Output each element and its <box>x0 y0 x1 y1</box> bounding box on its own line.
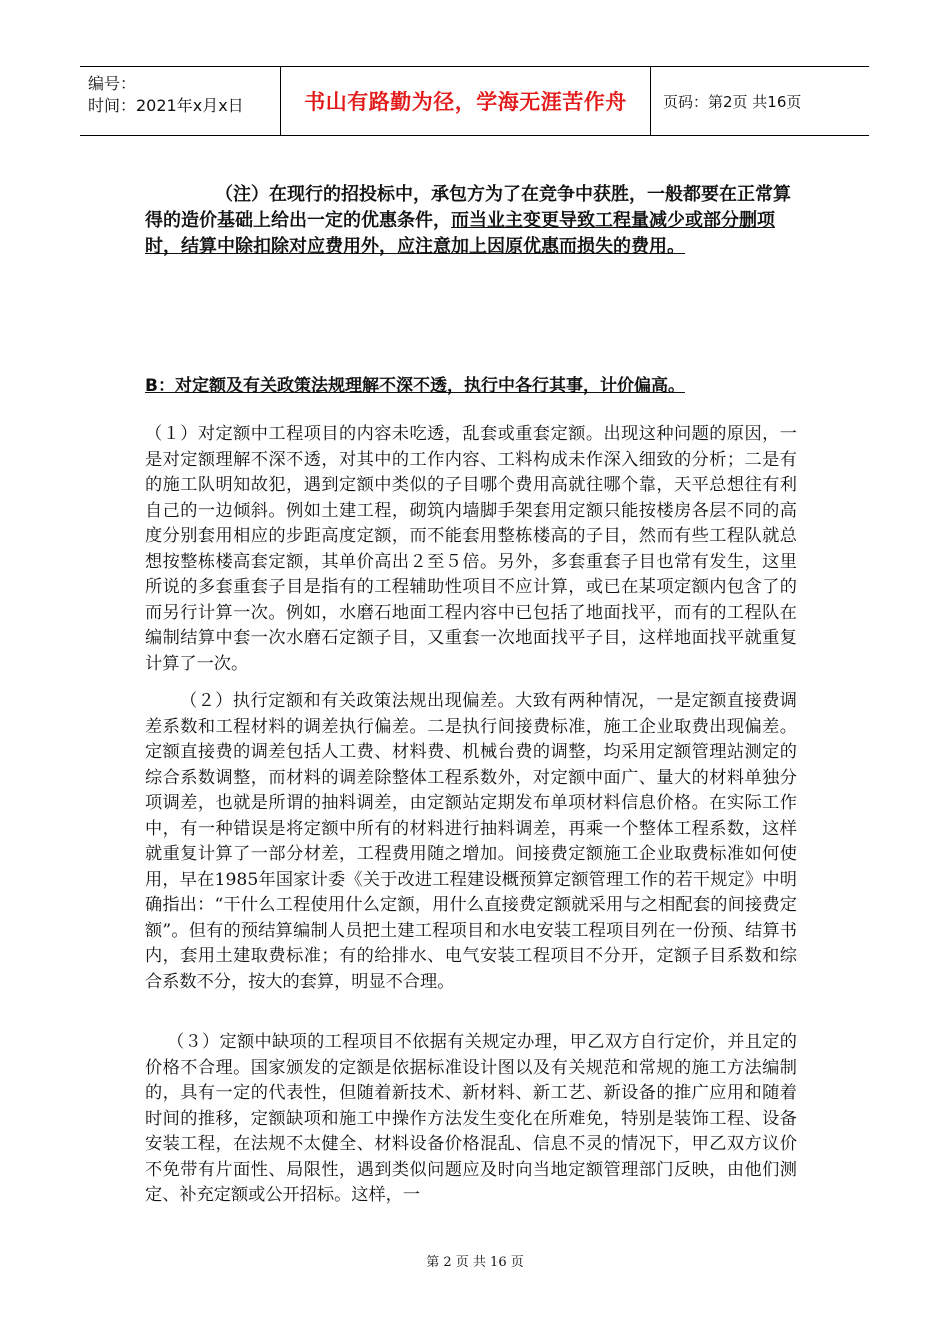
paragraph-1: （１）对定额中工程项目的内容未吃透，乱套或重套定额。出现这种问题的原因，一是对定额理解不深不透，对其中的工作内容、工料构成未作深入细致的分析；二是有的施工队明知故犯，遇到定额中类似的子目哪个费用高就往哪个靠，天平总想往有利自己的一边倾斜。例如土建工程，砌筑内墙脚手架套用定额只能按楼房各层不同的高度分别套用相应的步距高度定额，而不能套用整栋楼高的子目，然而有些工程队就总想按整栋楼高套定额，其单价高出２至５倍。另外，多套重套子目也常有发生，这里所说的多套重套子目是指有的工程辅助性项目不应计算，或已在某项定额内包含了的而另行计算一次。例如，水磨石地面工程内容中已包括了地面找平，而有的工程队在编制结算中套一次水磨石定额子目，又重套一次地面找平子目，这样地面找平就重复计算了一次。 <box>145 424 797 674</box>
code-label: 编号： <box>88 74 137 93</box>
header-meta <box>80 67 281 135</box>
document-body <box>145 182 797 1205</box>
paragraph-2: （２）执行定额和有关政策法规出现偏差。大致有两种情况，一是定额直接费调差系数和工程材料的调差执行偏差。二是执行间接费标准，施工企业取费出现偏差。定额直接费的调差包括人工费、材料费、机械台费的调整，均采用定额管理站测定的综合系数调整，而材料的调差除整体工程系数外，对定额中面广、量大的材料单独分项调差，也就是所谓的抽料调差，由定额站定期发布单项材料信息价格。在实际工作中，有一种错误是将定额中所有的材料进行抽料调差，再乘一个整体工程系数，这样就重复计算了一部分材差，工程费用随之增加。间接费定额施工企业取费标准如何使用，早在1985年国家计委《关于改进工程建设概预算定额管理工作的若干规定》中明确指出：“干什么工程使用什么定额，用什么直接费定额就采用与之相配套的间接费定额”。但有的预结算编制人员把土建工程项目和水电安装工程项目列在一份预、结算书内，套用土建取费标准；有的给排水、电气安装工程项目不分开，定额子目系数和综合系数不分，按大的套算，明显不合理。 <box>145 691 797 992</box>
header-motto: 书山有路勤为径，学海无涯苦作舟 <box>281 67 651 135</box>
paragraph-3: （３）定额中缺项的工程项目不依据有关规定办理，甲乙双方自行定价，并且定的价格不合理。国家颁发的定额是依据标准设计图以及有关规范和常规的施工方法编制的，具有一定的代表性，但随着新技术、新材料、新工艺、新设备的推广应用和随着时间的推移，定额缺项和施工中操作方法发生变化在所难免，特别是装饰工程、设备安装工程，在法规不太健全、材料设备价格混乱、信息不灵的情况下，甲乙双方议价不免带有片面性、局限性，遇到类似问题应及时向当地定额管理部门反映，由他们测定、补充定额或公开招标。这样，一 <box>145 1032 797 1205</box>
note-paragraph <box>145 182 797 260</box>
section-b-heading: B：对定额及有关政策法规理解不深不透，执行中各行其事，计价偏高。 <box>145 376 685 396</box>
page-header <box>80 66 869 136</box>
page-footer: 第 2 页 共 16 页 <box>426 1255 524 1270</box>
header-page-label: 页码：第2页 共16页 <box>663 92 802 111</box>
time-label: 时间：2021年x月x日 <box>88 96 244 115</box>
note-text: （注）在现行的招投标中，承包方为了在竞争中获胜，一般都要在正常算得的造价基础上给出一定的优惠条件， <box>145 184 791 231</box>
note-underlined-text: 而当业主变更导致工程量减少或部分删项时，结算中除扣除对应费用外，应注意加上因原优惠而损失的费用。 <box>145 210 775 257</box>
